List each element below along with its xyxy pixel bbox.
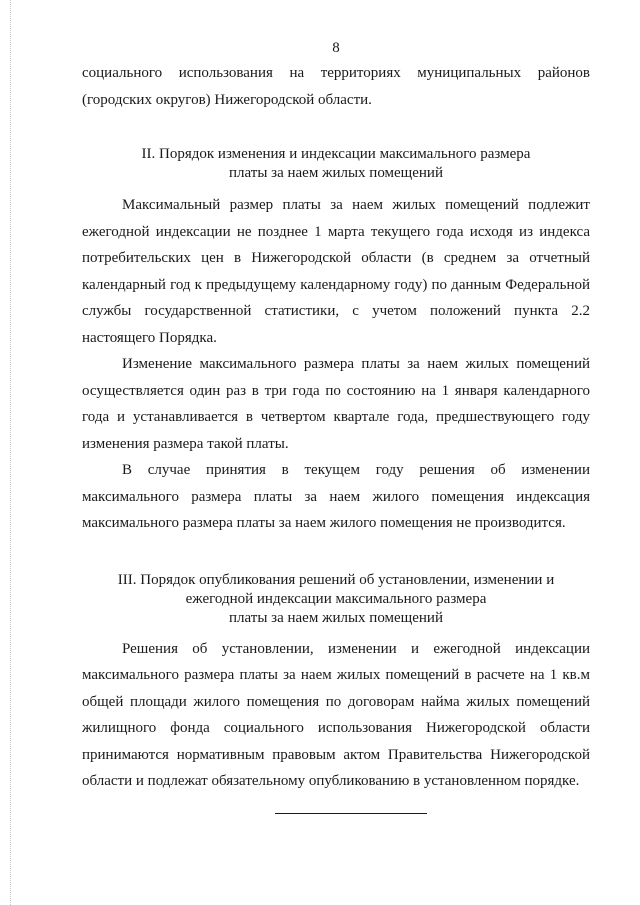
section-3-paragraph-1: Решения об установлении, изменении и ежегодной индексации максимального размера платы за наем жилых помещений в расчете на 1 кв.м общей площади жилого помещения по договорам найма жилых помещений жилищного фонда социального использования Нижегородской области принимаются нормативным правовым актом Правительства Нижегородской области и подлежат обязательному опубликованию в установленном порядке. [82, 640, 590, 789]
section-2-heading-line-2: платы за наем жилых помещений [229, 165, 443, 181]
page-content [82, 38, 590, 814]
section-3-heading-line-1: III. Порядок опубликования решений об установлении, изменении и [117, 571, 555, 588]
section-3-heading-line-3: платы за наем жилых помещений [229, 609, 443, 626]
section-2-paragraph-3: В случае принятия в текущем году решения об изменении максимального размера платы за наем жилого помещения индексация максимального размера платы за наем жилого помещения не производится. [82, 462, 590, 531]
section-2-paragraph-1: Максимальный размер платы за наем жилых помещений подлежит ежегодной индексации не позднее 1 марта текущего года исходя из индекса потребительских цен в Нижегородской области (в среднем за отчетный календарный год к предыдущему календарному году) по данным Федеральной службы государственной статистики, с учетом положений пункта 2.2 настоящего Порядка. [82, 197, 590, 346]
page-number: 8 [332, 40, 340, 56]
closing-rule [275, 813, 427, 814]
page-edge-line [10, 0, 11, 905]
section-3-heading-line-2: ежегодной индексации максимального размера [185, 590, 487, 607]
intro-paragraph: социального использования на территориях муниципальных районов (городских округов) Нижегородской области. [82, 65, 590, 108]
section-2-paragraph-2: Изменение максимального размера платы за наем жилых помещений осуществляется один раз в три года по состоянию на 1 января календарного года и устанавливается в четвертом квартале года, предшествующего году изменения размера такой платы. [82, 356, 590, 452]
section-2-heading-line-1: II. Порядок изменения и индексации максимального размера [141, 146, 531, 162]
section-3-heading [82, 571, 590, 628]
section-2-heading [82, 145, 590, 183]
